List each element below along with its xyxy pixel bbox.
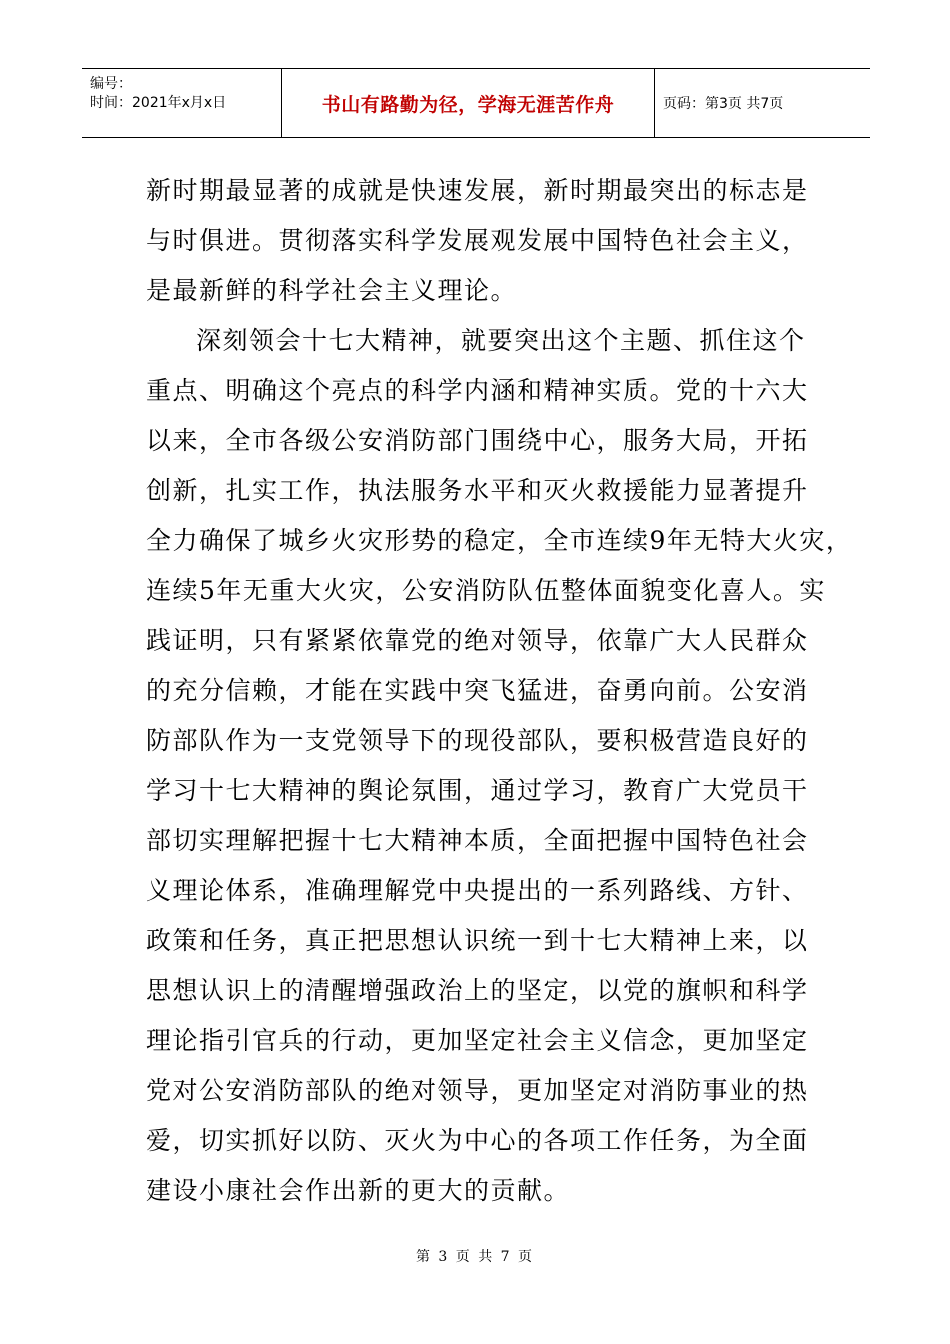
- body-line: 防部队作为一支党领导下的现役部队，要积极营造良好的: [146, 726, 809, 755]
- document-number-label: 编号：: [90, 76, 132, 92]
- body-line: 学习十七大精神的舆论氛围，通过学习，教育广大党员干: [146, 776, 809, 805]
- body-line: 建设小康社会作出新的更大的贡献。: [146, 1176, 571, 1205]
- body-line: 全力确保了城乡火灾形势的稳定，全市连续9年无特大火灾，: [146, 526, 853, 555]
- body-line: 是最新鲜的科学社会主义理论。: [146, 276, 518, 305]
- body-line: 新时期最显著的成就是快速发展，新时期最突出的标志是: [146, 176, 809, 205]
- body-line: 党对公安消防部队的绝对领导，更加坚定对消防事业的热: [146, 1076, 809, 1105]
- header-page-info: 页码：第3页 共7页: [663, 96, 784, 112]
- body-line: 重点、明确这个亮点的科学内涵和精神实质。党的十六大: [146, 376, 809, 405]
- paragraph-first-line: 深刻领会十七大精神，就要突出这个主题、抓住这个: [196, 326, 806, 355]
- body-line: 部切实理解把握十七大精神本质，全面把握中国特色社会: [146, 826, 809, 855]
- document-date-label: 时间：2021年x月x日: [90, 95, 227, 111]
- body-line: 连续5年无重大火灾，公安消防队伍整体面貌变化喜人。实: [146, 576, 826, 605]
- body-line: 爱，切实抓好以防、灭火为中心的各项工作任务，为全面: [146, 1126, 809, 1155]
- body-line: 政策和任务，真正把思想认识统一到十七大精神上来，以: [146, 926, 809, 955]
- body-line: 践证明，只有紧紧依靠党的绝对领导，依靠广大人民群众: [146, 626, 809, 655]
- header-motto: 书山有路勤为径，学海无涯苦作舟: [282, 69, 655, 137]
- document-body: [146, 166, 853, 1216]
- body-line: 创新，扎实工作，执法服务水平和灭火救援能力显著提升: [146, 476, 809, 505]
- body-line: 思想认识上的清醒增强政治上的坚定，以党的旗帜和科学: [146, 976, 809, 1005]
- body-line: 与时俱进。贯彻落实科学发展观发展中国特色社会主义，: [146, 226, 809, 255]
- body-line: 理论指引官兵的行动，更加坚定社会主义信念，更加坚定: [146, 1026, 809, 1055]
- header-meta: [82, 69, 282, 137]
- page-header: [82, 68, 870, 138]
- body-line: 以来，全市各级公安消防部门围绕中心，服务大局，开拓: [146, 426, 809, 455]
- page-footer: 第 3 页 共 7 页: [415, 1249, 535, 1265]
- body-line: 义理论体系，准确理解党中央提出的一系列路线、方针、: [146, 876, 809, 905]
- body-line: 的充分信赖，才能在实践中突飞猛进，奋勇向前。公安消: [146, 676, 809, 705]
